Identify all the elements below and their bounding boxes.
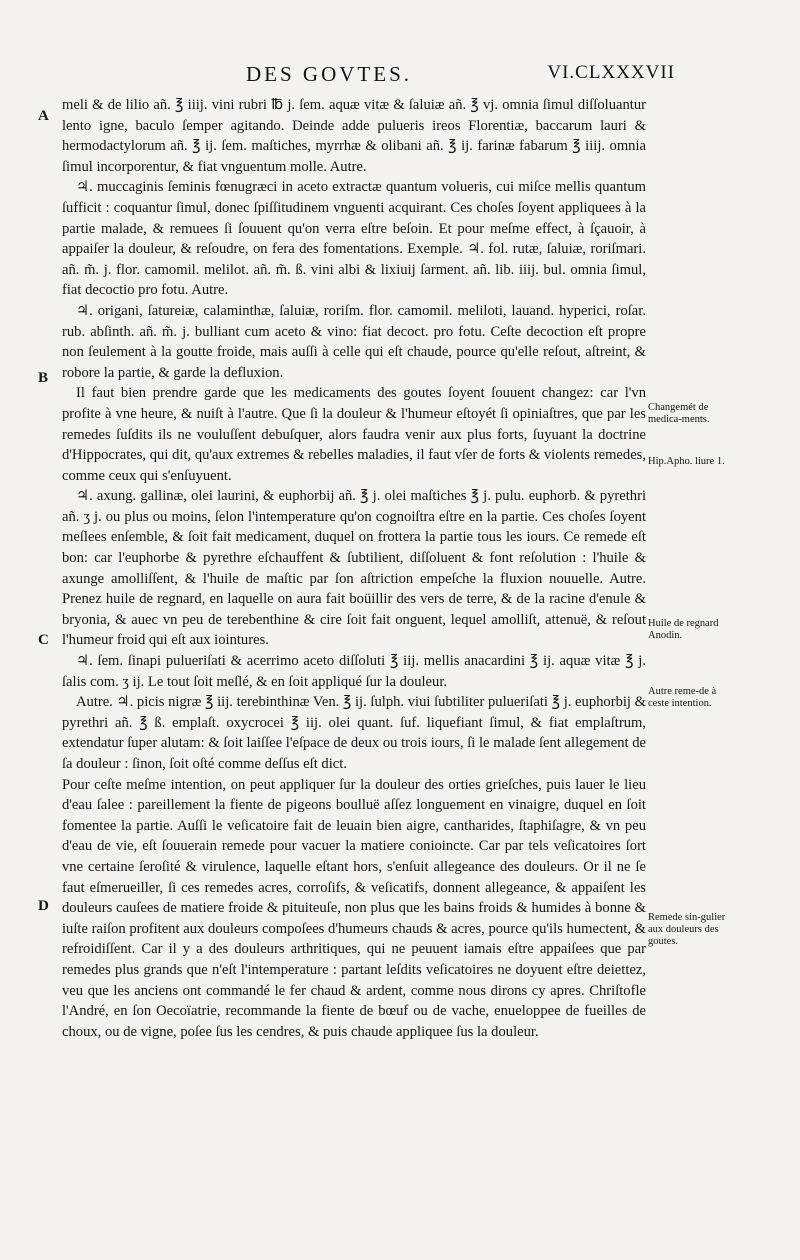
paragraph-7: Autre. ♃. picis nigræ ℥ iij. terebinthinæ Ven. ℥ ij. ſulph. viui ſubtiliter pulueriſati ℥ j. euphorbij & pyrethri añ. ℥ ß. emplaſt. oxycrocei ℥ iij. olei quant. ſuf. liquefiant ſimul, & fiat emplaſtrum, extendatur ſuper alutam: & ſoit laiſſee l'eſpace de deux ou trois iours, ſi le malade ſent allegement de ſa douleur : ſinon, ſoit oſté comme deſſus eſt dict. [62, 694, 646, 772]
section-letter-d: D [38, 898, 49, 914]
section-letter-a: A [38, 108, 49, 124]
paragraph-6: ♃. ſem. ſinapi pulueriſati & acerrimo aceto diſſoluti ℥ iij. mellis anacardini ℥ ij. aquæ vitæ ℥ j. ſalis com. ʒ ij. Le tout ſoit meſlé, & en ſoit appliqué ſur la douleur. [62, 653, 646, 690]
paragraph-5: ♃. axung. gallinæ, olei laurini, & euphorbij añ. ℥ j. olei maſtiches ℥ j. pulu. euphorb. & pyrethri añ. ʒ j. ou plus ou moins, ſelon l'intemperature qu'on cognoiſtra eſtre en la partie. Ces choſes ſoyent meſlees enſemble, & ſoit fait medicament, duquel on frottera la partie tous les iours. Ce remede eſt bon: car l'euphorbe & pyrethre eſchauffent & ſubtilient, diſſoluent & font reſolution : l'huile & axunge amolliſſent, & l'huile de maſtic par ſon aſtriction empeſche la fluxion nouuelle. Autre. Prenez huile de regnard, en laquelle on aura fait boüillir des vers de terre, & de la racine d'enule & bryonia, & auec vn peu de terebenthine & cire ſoit fait onguent, lequel amolliſt, attenuë, & reſout l'humeur froid qui eſt aux iointures. [62, 488, 646, 649]
section-letter-c: C [38, 632, 49, 648]
marginal-note-hippocrates: Hip.Apho. liure 1. [648, 456, 725, 467]
marginal-note-huile: Huile de regnard Anodin. [648, 618, 719, 641]
paragraph-8: Pour ceſte meſme intention, on peut appliquer ſur la douleur des orties grieſches, puis lauer le lieu d'eau ſalee : pareillement la fiente de pigeons boulluë aſſez longuement en vinaigre, duquel en ſoit fomentee la partie. Auſſi le veſicatoire fait de leuain bien aigre, cantharides, ſtaphiſagre, & vn peu d'eau de vie, eſt ſouuerain remede pour vacuer la matiere conioincte. Car par tels veſicatoires ſort vne certaine ſeroſité & virulence, laquelle eſtant hors, s'enſuit allegeance des douleurs. Or il ne ſe faut eſmerueiller, ſi ces remedes acres, corroſifs, & veſicatifs, donnent allegeance, & appaiſent les douleurs cauſees de matiere froide & pituiteuſe, non plus que les bains froids & humides à bonne & iuſte raiſon profitent aux douleurs compoſees d'humeurs chauds & acres, pource qu'ils humectent, & refroidiſſent. Car il y a des douleurs arthritiques, qui ne peuuent iamais eſtre appaiſees que par remedes plus grands que n'eſt l'intemperature : partant leſdits veſicatoires ne doyuent eſtre deiettez, veu que les anciens ont commandé le fer chaud & ardent, comme nous dirons cy apres. Chriſtofle l'André, en ſon Oecoïatrie, recommande la fiente de bœuf ou de vache, enueloppee de fueilles de choux, ou de vigne, poſee ſus les cendres, & puis chaude appliquee ſus la douleur. [62, 776, 646, 1040]
paragraph-3: ♃. origani, ſatureiæ, calaminthæ, ſaluiæ, roriſm. flor. camomil. meliloti, lauand. hyperici, roſar. rub. abſinth. añ. m̃. j. bulliant cum aceto & vino: fiat decoct. pro fotu. Ceſte decoction eſt propre non ſeulement à la goutte froide, mais auſſi à celle qui eſt chaude, pource qu'elle reſout, aſtreint, & robore la partie, & garde la defluxion. [62, 302, 646, 381]
page-header [60, 62, 675, 88]
marginal-note-remede-singulier: Remede sin-gulier aux douleurs des goutes. [648, 912, 726, 947]
marginal-note-changement: Changemét de medica-ments. [648, 402, 710, 425]
paragraph-1: meli & de lilio añ. ℥ iiij. vini rubri ℔ j. ſem. aquæ vitæ & ſaluiæ añ. ℥ vj. omnia ſimul diſſoluantur lento igne, baculo ſemper agitando. Deinde adde pulueris ireos Florentiæ, baccarum lauri & hermodactylorum añ. ℥ ij. ſem. maſtiches, myrrhæ & olibani añ. ℥ ij. farinæ fabarum ℥ iiij. omnia ſimul incorporentur, & fiat vnguentum molle. Autre. [62, 97, 646, 175]
main-text [62, 95, 646, 1042]
paragraph-4: Il faut bien prendre garde que les medicaments des goutes ſoyent ſouuent changez: car l'vn profite à vne heure, & nuiſt à l'autre. Que ſi la douleur & l'humeur eſtoyét ſi opiniaſtres, que par les remedes ſuſdits ils ne vouluſſent debuſquer, alors faudra venir aux plus forts, ſuyuant la doctrine d'Hippocrates, qui dit, qu'aux extremes & rebelles maladies, il faut vſer de forts & violents remedes, comme ceux qui s'enſuyuent. [62, 385, 646, 484]
marginal-note-autre-remede: Autre reme-de à ceste intention. [648, 686, 717, 709]
section-letter-b: B [38, 370, 49, 386]
paragraph-2: ♃. muccaginis ſeminis fœnugræci in aceto extractæ quantum volueris, cui miſce mellis quantum ſufficit : coquantur ſimul, donec ſpiſſitudinem vnguenti acquirant. Ces choſes ſoyent appliquees à la partie malade, & remuees ſi ſouuent qu'on verra eſtre beſoin. Et pour meſme effect, à ſçauoir, à appaiſer la douleur, & reſoudre, on fera des fomentations. Exemple. ♃. fol. rutæ, ſaluiæ, roriſmari. añ. m̃. j. flor. camomil. melilot. añ. m̃. ß. vini albi & lixiuij ſarment. añ. lib. iiij. bul. omnia ſimul, fiat decoctio pro fotu. Autre. [62, 179, 646, 299]
folio-number: VI.CLXXXVII [547, 62, 675, 83]
running-title: DES GOVTES. [246, 62, 413, 86]
